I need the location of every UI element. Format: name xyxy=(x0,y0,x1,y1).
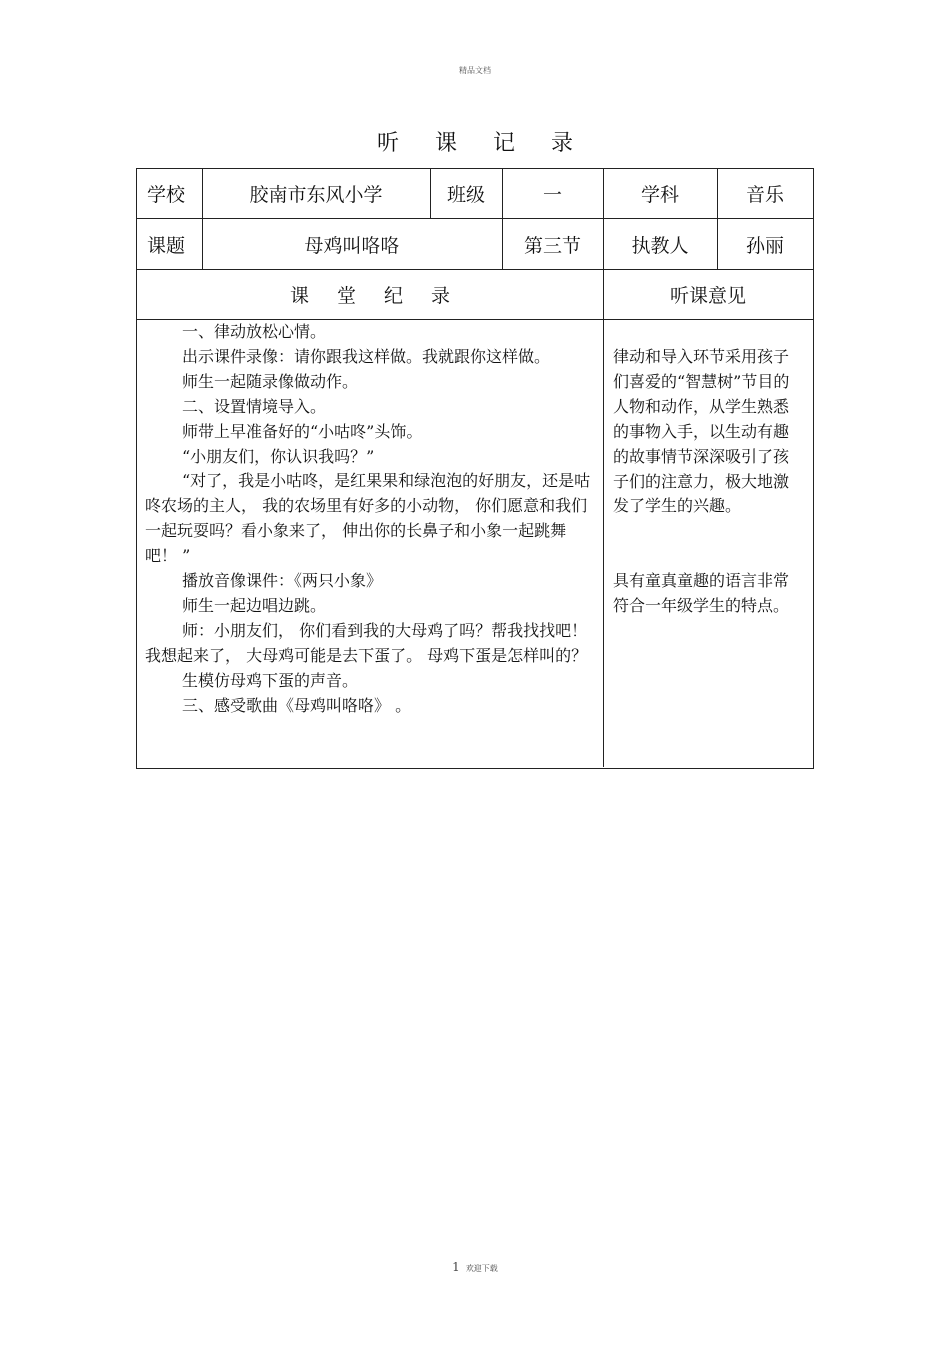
page-title: 听课记录 xyxy=(376,131,609,156)
record-paragraph: “小朋友们，你认识我吗？” xyxy=(182,446,375,466)
record-paragraph: 二、设置情境导入。 xyxy=(182,396,327,416)
page-footer xyxy=(0,1260,950,1274)
opinion-header: 听课意见 xyxy=(669,285,746,307)
record-paragraph: 生模仿母鸡下蛋的声音。 xyxy=(182,670,359,690)
topic-label: 课题 xyxy=(147,234,186,257)
period-value: 第三节 xyxy=(523,234,581,257)
record-paragraph: 播放音像课件：《两只小象》 xyxy=(182,571,383,591)
class-value: 一 xyxy=(542,184,562,206)
record-paragraph: “对了，我是小咕咚，是红果果和绿泡泡的好朋友，还是咕咚农场的主人， 我的农场里有好多的小动物， 你们愿意和我们一起玩耍吗？看小象来了， 伸出你的长鼻子和小象一起跳舞吧！ ” xyxy=(145,471,591,566)
school-value: 胶南市东风小学 xyxy=(249,184,383,206)
subject-value: 音乐 xyxy=(745,184,784,206)
record-paragraph: 师带上早准备好的“小咕咚”头饰。 xyxy=(182,421,423,441)
record-paragraph: 师：小朋友们， 你们看到我的大母鸡了吗？帮我找找吧！我想起来了， 大母鸡可能是去下蛋了。 母鸡下蛋是怎样叫的？ xyxy=(145,620,588,665)
record-paragraph: 一、律动放松心情。 xyxy=(182,322,327,341)
topic-value: 母鸡叫咯咯 xyxy=(304,234,400,257)
record-paragraph: 三、感受歌曲《母鸡叫咯咯》 。 xyxy=(182,695,412,715)
footer-note: 欢迎下载 xyxy=(465,1264,498,1273)
opinion-paragraph: 具有童真童趣的语言非常符合一年级学生的特点。 xyxy=(613,571,790,616)
school-label: 学校 xyxy=(147,184,186,206)
observation-table xyxy=(136,168,814,769)
record-body xyxy=(145,320,597,719)
opinion-paragraph: 律动和导入环节采用孩子们喜爱的“智慧树”节目的人物和动作，从学生熟悉的事物入手，以生动有趣的故事情节深深吸引了孩子们的注意力，极大地激发了学生的兴趣。 xyxy=(613,347,790,516)
record-paragraph: 师生一起边唱边跳。 xyxy=(182,595,327,615)
opinion-body xyxy=(613,345,798,619)
teacher-value: 孙丽 xyxy=(745,234,784,257)
page-number: 1 xyxy=(452,1260,460,1274)
subject-label: 学科 xyxy=(640,184,679,206)
class-label: 班级 xyxy=(446,184,485,206)
record-paragraph: 师生一起随录像做动作。 xyxy=(182,371,359,391)
record-paragraph: 出示课件录像：请你跟我这样做。我就跟你这样做。 xyxy=(182,346,551,366)
header-note: 精品文档 xyxy=(459,66,491,75)
teacher-label: 执教人 xyxy=(631,234,689,257)
record-header: 课堂纪录 xyxy=(289,285,478,307)
